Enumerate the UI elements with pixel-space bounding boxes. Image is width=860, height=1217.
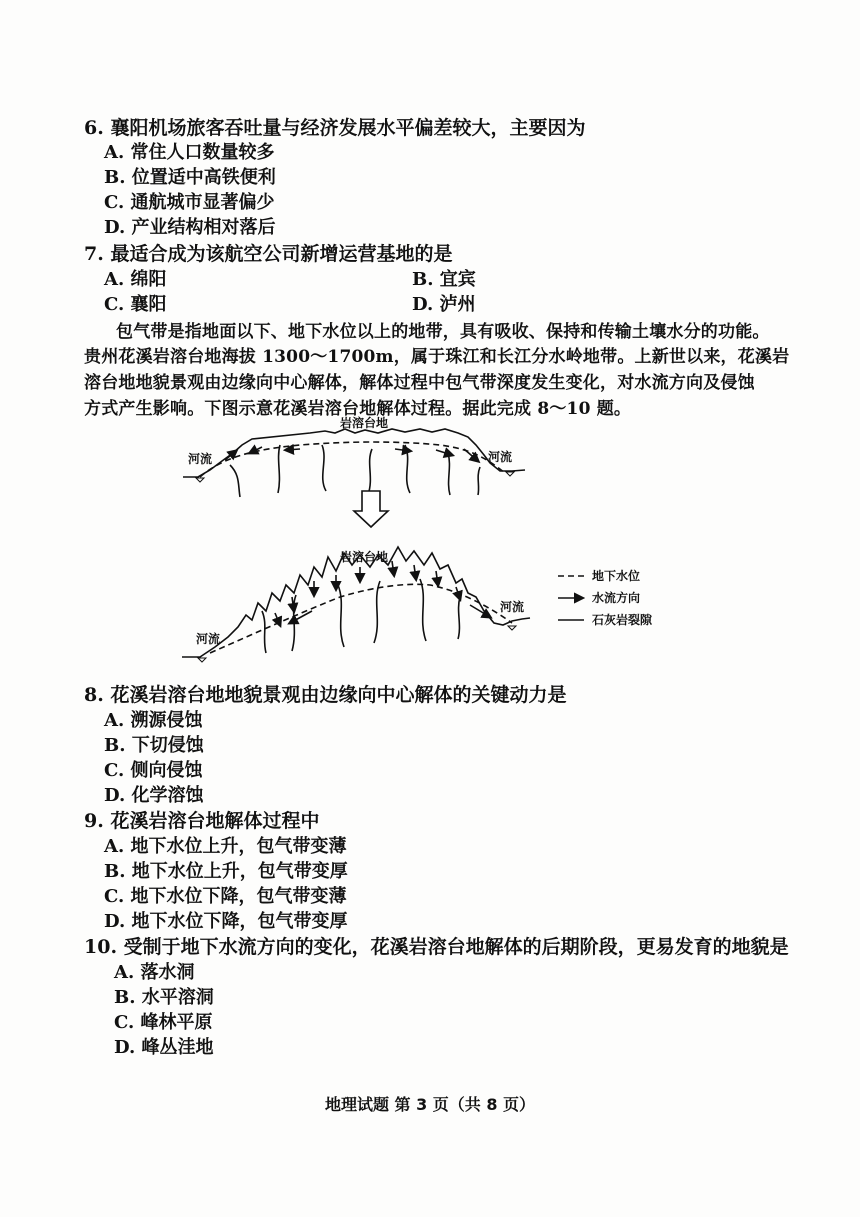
top-diagram (183, 429, 525, 497)
question-7-option-c: C. 襄阳 (104, 294, 167, 315)
top-fissure (278, 445, 280, 493)
question-7-stem: 7. 最适合成为该航空公司新增运营基地的是 (84, 243, 453, 265)
bottom-diagram (182, 547, 530, 662)
question-9-option-a: A. 地下水位上升，包气带变薄 (104, 836, 347, 857)
top-fissure (448, 453, 450, 495)
legend (558, 576, 584, 620)
legend-flow-label: 水流方向 (592, 591, 641, 605)
bottom-river-left-mark (198, 658, 206, 662)
top-fissure (230, 465, 240, 497)
top-water-table (200, 442, 505, 477)
question-9-option-b: B. 地下水位上升，包气带变厚 (104, 861, 348, 882)
question-6-stem: 6. 襄阳机场旅客吞吐量与经济发展水平偏差较大，主要因为 (84, 117, 586, 139)
top-fissure (368, 449, 372, 495)
top-river-right-mark (506, 472, 514, 476)
passage-line-2: 贵州花溪岩溶台地海拔 1300～1700m，属于珠江和长江分水岭地带。上新世以来，花溪岩 (84, 347, 790, 367)
question-8-stem: 8. 花溪岩溶台地地貌景观由边缘向中心解体的关键动力是 (84, 684, 567, 706)
bottom-plateau-label: 岩溶台地 (340, 550, 389, 564)
top-fissure (322, 445, 326, 491)
top-fissure (405, 445, 410, 493)
top-fissure (478, 467, 480, 495)
bottom-fissure (374, 581, 380, 643)
question-7-option-d: D. 泸州 (412, 294, 476, 315)
page-footer: 地理试题 第 3 页（共 8 页） (324, 1095, 536, 1114)
question-6-option-d: D. 产业结构相对落后 (104, 217, 276, 238)
question-10-option-d: D. 峰丛洼地 (114, 1037, 214, 1058)
transition-arrow-icon (354, 491, 388, 527)
top-river-left-mark (196, 478, 204, 482)
question-9-option-d: D. 地下水位下降，包气带变厚 (104, 911, 348, 932)
bottom-river-right-label: 河流 (500, 600, 525, 614)
legend-water-table-label: 地下水位 (592, 569, 641, 583)
top-river-left-label: 河流 (188, 452, 213, 466)
question-10-stem: 10. 受制于地下水流方向的变化，花溪岩溶台地解体的后期阶段，更易发育的地貌是 (84, 936, 789, 958)
bottom-water-table (210, 584, 512, 653)
question-7-option-a: A. 绵阳 (104, 269, 167, 290)
question-6-option-b: B. 位置适中高铁便利 (104, 167, 276, 188)
top-river-right-label: 河流 (488, 450, 513, 464)
question-6-option-c: C. 通航城市显著偏少 (104, 192, 275, 213)
question-8-option-b: B. 下切侵蚀 (104, 735, 204, 756)
bottom-fissure (262, 611, 266, 653)
question-10-option-a: A. 落水洞 (114, 962, 195, 983)
bottom-river-right-mark (508, 626, 516, 630)
question-8-option-d: D. 化学溶蚀 (104, 785, 204, 806)
bottom-fissure (458, 597, 460, 639)
bottom-river-left-label: 河流 (196, 632, 221, 646)
legend-fissure-label: 石灰岩裂隙 (592, 613, 653, 627)
question-10-option-c: C. 峰林平原 (114, 1012, 213, 1033)
top-plateau-label: 岩溶台地 (340, 416, 389, 430)
question-6-option-a: A. 常住人口数量较多 (104, 142, 275, 163)
question-8-option-a: A. 溯源侵蚀 (104, 710, 203, 731)
question-7-option-b: B. 宜宾 (412, 269, 476, 290)
question-9-option-c: C. 地下水位下降，包气带变薄 (104, 886, 347, 907)
bottom-fissure (338, 585, 344, 647)
passage-line-4: 方式产生影响。下图示意花溪岩溶台地解体过程。据此完成 8～10 题。 (84, 399, 632, 419)
passage-line-3: 溶台地地貌景观由边缘向中心解体，解体过程中包气带深度发生变化，对水流方向及侵蚀 (84, 373, 755, 393)
question-8-option-c: C. 侧向侵蚀 (104, 760, 203, 781)
passage-line-1: 包气带是指地面以下、地下水位以上的地带，具有吸收、保持和传输土壤水分的功能。 (116, 322, 770, 342)
question-9-stem: 9. 花溪岩溶台地解体过程中 (84, 810, 320, 832)
question-10-option-b: B. 水平溶洞 (114, 987, 214, 1008)
karst-plateau-diagram (0, 415, 860, 675)
bottom-fissure (420, 579, 426, 641)
